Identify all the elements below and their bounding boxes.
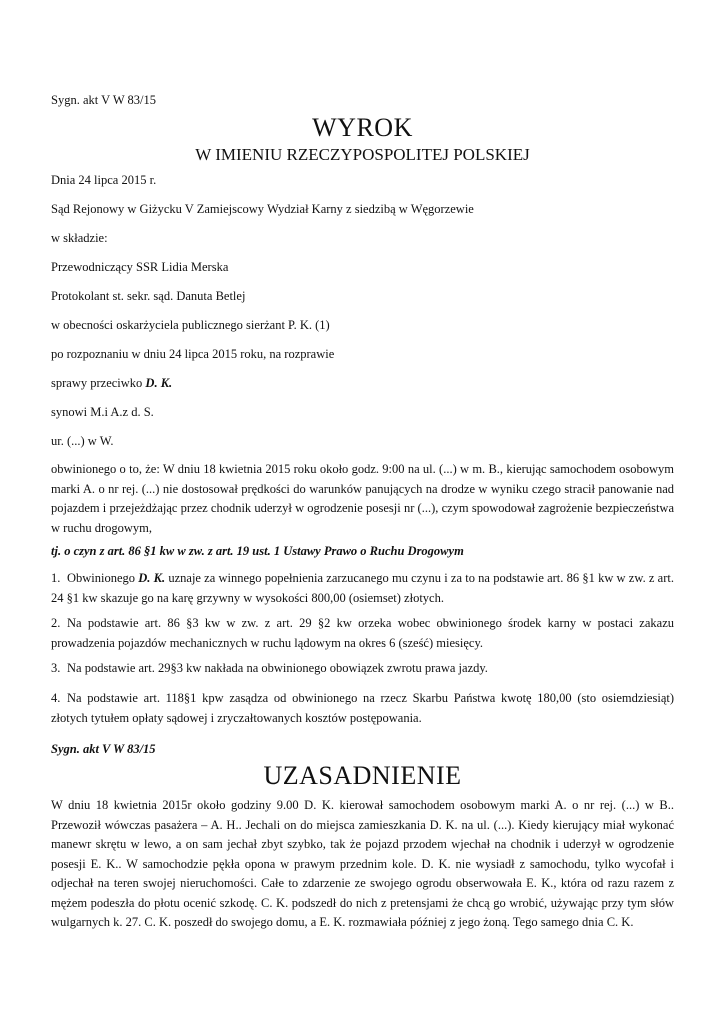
verdict-title: WYROK [312,113,413,142]
verdict-item-number: 1. [51,571,61,585]
justification-paragraph: W dniu 18 kwietnia 2015r około godziny 9.00 D. K. kierował samochodem osobowym marki A. o nr rej. (...) w B.. Przewoził wówczas pasażera – A. H.. Jechali on do miejsca zamieszkania D. K. na ul. (...). Kiedy kierujący miał wykonać manewr skrętu w lewo, a on sam jechał zbyt szybko, tak że pojazd przodem wjechał na chodnik i uderzył w ogrodzenie posesji E. K.. W samochodzie pękła opona w prawym przednim kole. D. K. nie wysiadł z samochodu, tylko wycofał i odjechał na teren swojej nieruchomości. Całe to zdarzenie ze swojego ogrodu obserwowała E. K., która od razu razem z mężem podeszła do płotu ocenić szkodę. C. K. podszedł do nich z pretensjami że chcą go wrobić, używając przy tym słów wulgarnych k. 27. C. K. poszedł do swojego domu, a E. K. rozmawiała później z jego żoną. Tego samego dnia C. K. [51,798,674,929]
verdict-item-3: 3. Na podstawie art. 29§3 kw nakłada na obwinionego obowiązek zwrotu prawa jazdy. [51,659,674,679]
verdict-item-2: 2. Na podstawie art. 86 §3 kw w zw. z art. 29 §2 kw orzeka wobec obwinionego środek karny w postaci zakazu prowadzenia pojazdów mechanicznych w ruchu lądowym na okres 6 (sześć) miesięcy. [51,616,674,650]
case-signature: Sygn. akt V W 83/15 [51,93,156,107]
verdict-item-number: 3. [51,661,61,675]
justification-title: UZASADNIENIE [263,761,462,790]
birth-line: ur. (...) w W. [51,434,114,448]
verdict-subtitle: W IMIENIU RZECZYPOSPOLITEJ POLSKIEJ [195,145,530,164]
verdict-item-4: 4. Na podstawie art. 118§1 kpw zasądza od obwinionego na rzecz Skarbu Państwa kwotę 180,00 (sto osiemdziesiąt) złotych tytułem opłaty sądowej i zryczałtowanych kosztów postępowania. [51,691,674,725]
justification-signature: Sygn. akt V W 83/15 [51,742,156,756]
clerk-line: Protokolant st. sekr. sąd. Danuta Betlej [51,289,246,303]
court-name: Sąd Rejonowy w Giżycku V Zamiejscowy Wydział Karny z siedzibą w Węgorzewie [51,202,474,216]
verdict-item-number: 2. [51,616,61,630]
hearing-line: po rozpoznaniu w dniu 24 lipca 2015 roku, na rozprawie [51,347,335,361]
composition-label: w składzie: [51,231,108,245]
parents-line: synowi M.i A.z d. S. [51,405,154,419]
defendant-name: D. K. [145,376,173,390]
defendant-name: D. K. [138,571,166,585]
verdict-date: Dnia 24 lipca 2015 r. [51,173,157,187]
chair-line: Przewodniczący SSR Lidia Merska [51,260,229,274]
case-against-prefix: sprawy przeciwko [51,376,146,390]
verdict-item-number: 4. [51,691,61,705]
case-against-line [51,376,172,391]
charge-paragraph: obwinionego o to, że: W dniu 18 kwietnia 2015 roku około godz. 9:00 na ul. (...) w m. B., kierując samochodem osobowym marki A. o nr rej. (...) nie dostosował prędkości do warunków panujących na drodze w wyniku czego stracił panowanie nad pojazdem i przejeżdżając przez chodnik uderzył w ogrodzenie posesji nr (...), czym spowodował zagrożenie bezpieczeństwa w ruchu drogowym, [51,462,674,535]
prosecutor-line: w obecności oskarżyciela publicznego sierżant P. K. (1) [51,318,330,332]
verdict-item-1: 1. Obwinionego D. K. uznaje za winnego popełnienia zarzucanego mu czynu i za to na podstawie art. 86 §1 kw w zw. z art. 24 §1 kw skazuje go na karę grzywny w wysokości 800,00 (osiemset) złotych. [51,571,674,605]
legal-basis: tj. o czyn z art. 86 §1 kw w zw. z art. 19 ust. 1 Ustawy Prawo o Ruchu Drogowym [51,544,464,558]
